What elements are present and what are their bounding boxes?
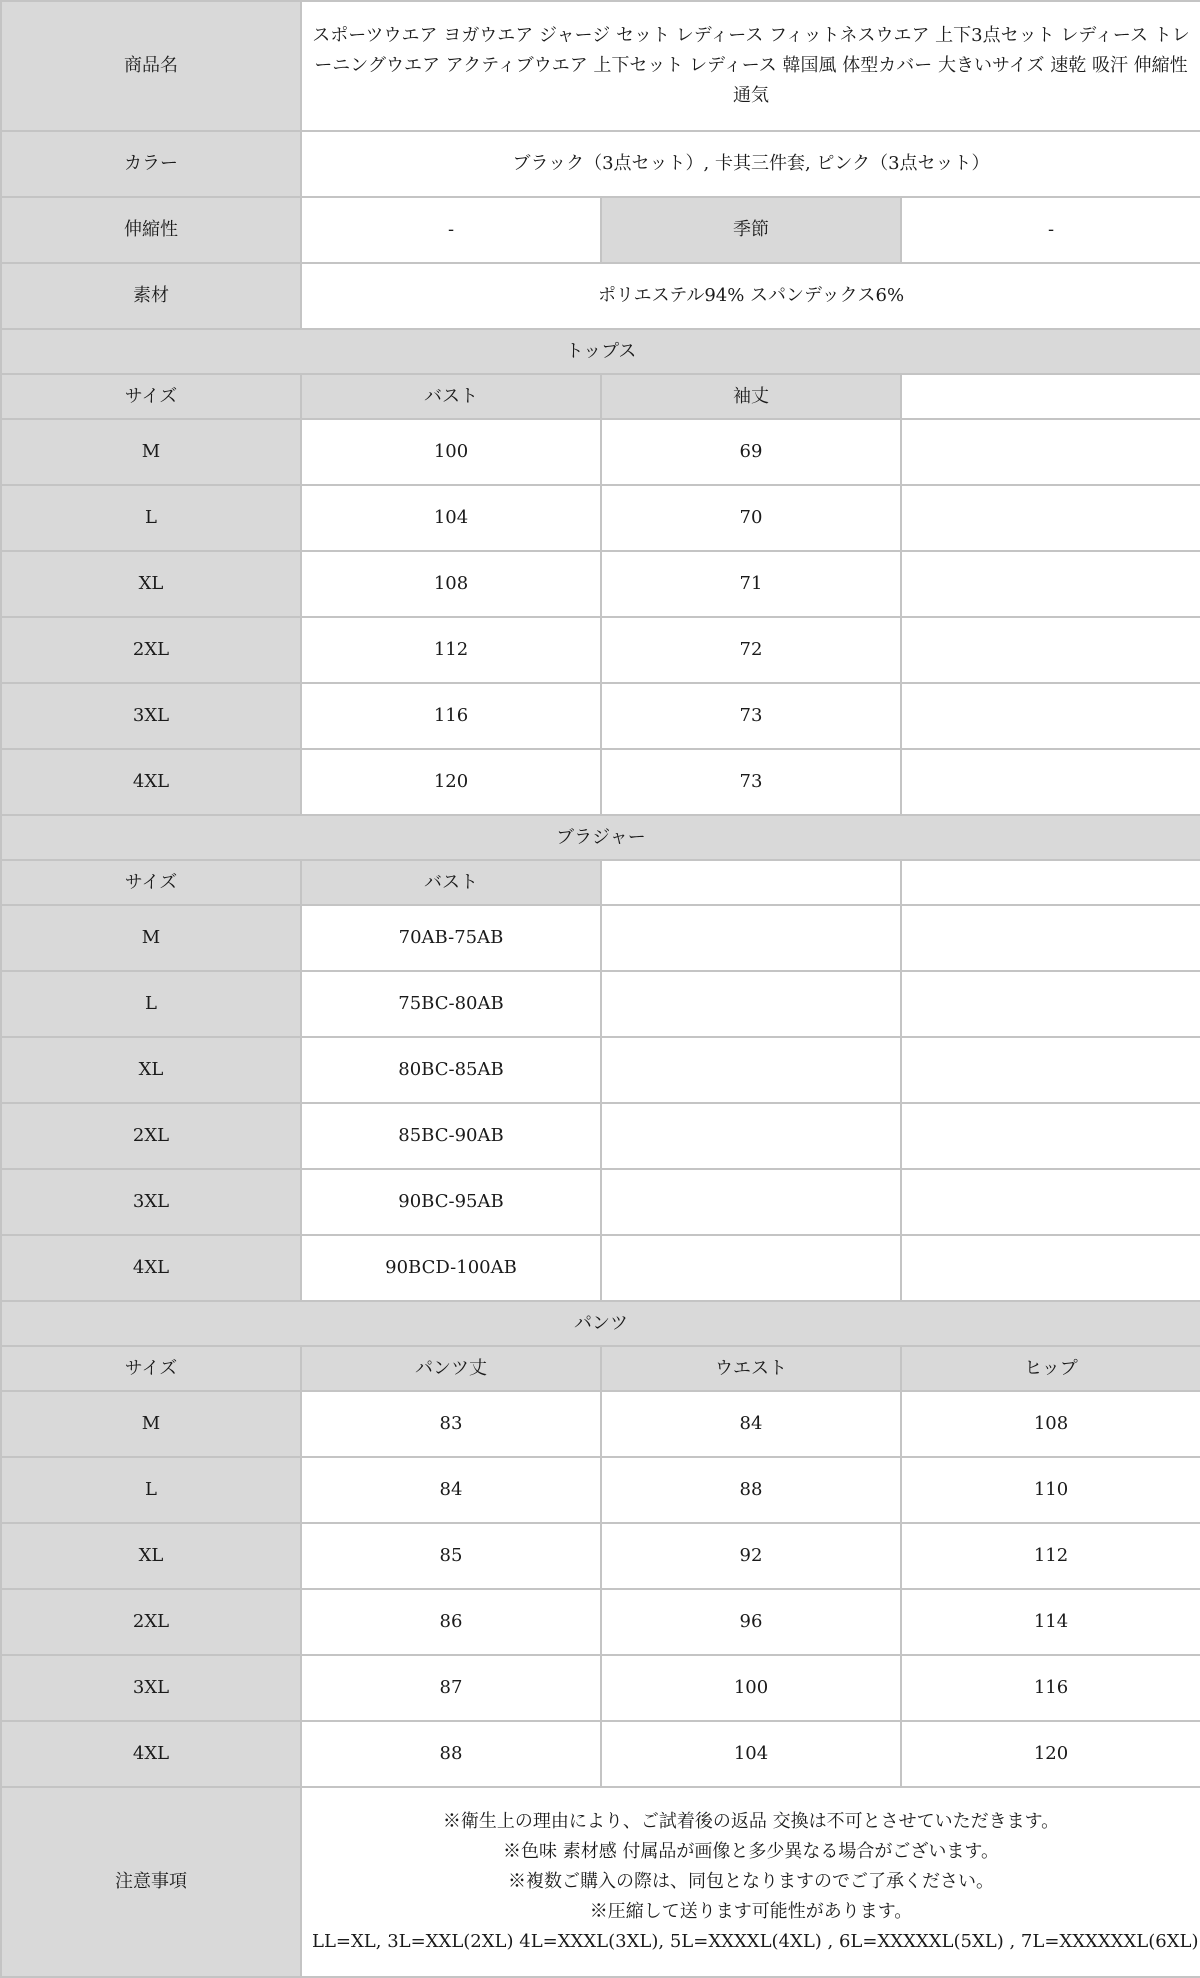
- pants-row: [1, 1457, 1200, 1523]
- tops-bust-cell: 104: [301, 485, 601, 551]
- tops-bust-cell: 108: [301, 551, 601, 617]
- pants-row: [1, 1655, 1200, 1721]
- color-row: [1, 131, 1200, 197]
- tops-section-header: [1, 329, 1200, 374]
- tops-bust-cell: 116: [301, 683, 601, 749]
- pants-waist-cell: 104: [601, 1721, 901, 1787]
- tops-header-sleeve: 袖丈: [601, 374, 901, 419]
- bra-empty-cell: [601, 1103, 901, 1169]
- pants-hip-cell: 120: [901, 1721, 1200, 1787]
- bra-bust-cell: 90BC-95AB: [301, 1169, 601, 1235]
- bra-empty-cell: [901, 1235, 1200, 1301]
- bra-row: [1, 971, 1200, 1037]
- material-label: 素材: [1, 263, 301, 329]
- bra-row: [1, 905, 1200, 971]
- pants-length-cell: 85: [301, 1523, 601, 1589]
- pants-length-cell: 87: [301, 1655, 601, 1721]
- tops-bust-cell: 100: [301, 419, 601, 485]
- pants-size-cell: L: [1, 1457, 301, 1523]
- tops-empty-cell: [901, 683, 1200, 749]
- tops-row: [1, 551, 1200, 617]
- tops-header-bust: バスト: [301, 374, 601, 419]
- tops-sleeve-cell: 72: [601, 617, 901, 683]
- notes-line: ※圧縮して送ります可能性があります。: [589, 1901, 913, 1922]
- pants-header-hip: ヒップ: [901, 1346, 1200, 1391]
- pants-length-cell: 83: [301, 1391, 601, 1457]
- bra-header-size: サイズ: [1, 860, 301, 905]
- pants-header-row: [1, 1346, 1200, 1391]
- bra-header-bust: バスト: [301, 860, 601, 905]
- product-name-row: [1, 1, 1200, 131]
- bra-empty-cell: [901, 1169, 1200, 1235]
- tops-sleeve-cell: 69: [601, 419, 901, 485]
- bra-size-cell: 2XL: [1, 1103, 301, 1169]
- bra-size-cell: M: [1, 905, 301, 971]
- pants-length-cell: 86: [301, 1589, 601, 1655]
- notes-label: 注意事項: [1, 1787, 301, 1977]
- bra-bust-cell: 70AB-75AB: [301, 905, 601, 971]
- tops-row: [1, 419, 1200, 485]
- tops-size-cell: 2XL: [1, 617, 301, 683]
- bra-bust-cell: 90BCD-100AB: [301, 1235, 601, 1301]
- bra-size-cell: 3XL: [1, 1169, 301, 1235]
- tops-header-empty: [901, 374, 1200, 419]
- pants-waist-cell: 88: [601, 1457, 901, 1523]
- stretch-value: -: [301, 197, 601, 263]
- tops-size-cell: XL: [1, 551, 301, 617]
- bra-bust-cell: 75BC-80AB: [301, 971, 601, 1037]
- tops-header-row: [1, 374, 1200, 419]
- pants-size-cell: 3XL: [1, 1655, 301, 1721]
- bra-header-empty: [601, 860, 901, 905]
- color-value: ブラック（3点セット）, 卡其三件套, ピンク（3点セット）: [301, 131, 1200, 197]
- pants-header-length: パンツ丈: [301, 1346, 601, 1391]
- season-value: -: [901, 197, 1200, 263]
- notes-line: ※複数ご購入の際は、同包となりますのでご了承ください。: [508, 1871, 994, 1892]
- tops-sleeve-cell: 73: [601, 749, 901, 815]
- notes-line: LL=XL, 3L=XXL(2XL) 4L=XXXL(3XL), 5L=XXXXL(4XL) , 6L=XXXXXL(5XL) , 7L=XXXXXXL(6XL): [312, 1931, 1199, 1952]
- notes-value: [301, 1787, 1200, 1977]
- bra-row: [1, 1169, 1200, 1235]
- bra-row: [1, 1037, 1200, 1103]
- pants-hip-cell: 112: [901, 1523, 1200, 1589]
- bra-size-cell: XL: [1, 1037, 301, 1103]
- bra-header-empty: [901, 860, 1200, 905]
- pants-header-waist: ウエスト: [601, 1346, 901, 1391]
- bra-section-title: ブラジャー: [1, 815, 1200, 860]
- bra-size-cell: L: [1, 971, 301, 1037]
- bra-empty-cell: [901, 1103, 1200, 1169]
- tops-bust-cell: 120: [301, 749, 601, 815]
- pants-waist-cell: 96: [601, 1589, 901, 1655]
- tops-empty-cell: [901, 749, 1200, 815]
- notes-line: ※色味 素材感 付属品が画像と多少異なる場合がございます。: [502, 1841, 999, 1862]
- pants-row: [1, 1391, 1200, 1457]
- tops-row: [1, 683, 1200, 749]
- pants-row: [1, 1523, 1200, 1589]
- tops-size-cell: 4XL: [1, 749, 301, 815]
- pants-size-cell: M: [1, 1391, 301, 1457]
- pants-hip-cell: 116: [901, 1655, 1200, 1721]
- tops-size-cell: M: [1, 419, 301, 485]
- notes-line: ※衛生上の理由により、ご試着後の返品 交換は不可とさせていただきます。: [442, 1811, 1060, 1832]
- pants-hip-cell: 114: [901, 1589, 1200, 1655]
- bra-empty-cell: [901, 1037, 1200, 1103]
- pants-size-cell: XL: [1, 1523, 301, 1589]
- tops-empty-cell: [901, 485, 1200, 551]
- tops-size-cell: 3XL: [1, 683, 301, 749]
- tops-empty-cell: [901, 551, 1200, 617]
- pants-waist-cell: 92: [601, 1523, 901, 1589]
- tops-empty-cell: [901, 419, 1200, 485]
- product-name-value: スポーツウエア ヨガウエア ジャージ セット レディース フィットネスウエア 上下3点セット レディース トレーニングウエア アクティブウエア 上下セット レディース 韓国風 体型カバー 大きいサイズ 速乾 吸汗 伸縮性 通気: [301, 1, 1200, 131]
- tops-row: [1, 617, 1200, 683]
- pants-row: [1, 1589, 1200, 1655]
- pants-header-size: サイズ: [1, 1346, 301, 1391]
- pants-length-cell: 84: [301, 1457, 601, 1523]
- tops-bust-cell: 112: [301, 617, 601, 683]
- tops-size-cell: L: [1, 485, 301, 551]
- bra-empty-cell: [601, 971, 901, 1037]
- tops-header-size: サイズ: [1, 374, 301, 419]
- tops-sleeve-cell: 73: [601, 683, 901, 749]
- bra-size-cell: 4XL: [1, 1235, 301, 1301]
- bra-empty-cell: [601, 1169, 901, 1235]
- pants-waist-cell: 84: [601, 1391, 901, 1457]
- season-label: 季節: [601, 197, 901, 263]
- bra-empty-cell: [901, 905, 1200, 971]
- bra-bust-cell: 80BC-85AB: [301, 1037, 601, 1103]
- pants-size-cell: 2XL: [1, 1589, 301, 1655]
- bra-header-row: [1, 860, 1200, 905]
- tops-row: [1, 749, 1200, 815]
- tops-sleeve-cell: 70: [601, 485, 901, 551]
- bra-empty-cell: [601, 1235, 901, 1301]
- bra-bust-cell: 85BC-90AB: [301, 1103, 601, 1169]
- notes-row: [1, 1787, 1200, 1977]
- material-row: [1, 263, 1200, 329]
- pants-length-cell: 88: [301, 1721, 601, 1787]
- pants-row: [1, 1721, 1200, 1787]
- color-label: カラー: [1, 131, 301, 197]
- tops-sleeve-cell: 71: [601, 551, 901, 617]
- tops-section-title: トップス: [1, 329, 1200, 374]
- pants-size-cell: 4XL: [1, 1721, 301, 1787]
- stretch-season-row: [1, 197, 1200, 263]
- pants-hip-cell: 108: [901, 1391, 1200, 1457]
- bra-empty-cell: [901, 971, 1200, 1037]
- product-name-label: 商品名: [1, 1, 301, 131]
- bra-section-header: [1, 815, 1200, 860]
- material-value: ポリエステル94% スパンデックス6%: [301, 263, 1200, 329]
- tops-row: [1, 485, 1200, 551]
- stretch-label: 伸縮性: [1, 197, 301, 263]
- pants-section-header: [1, 1301, 1200, 1346]
- bra-empty-cell: [601, 1037, 901, 1103]
- bra-row: [1, 1103, 1200, 1169]
- bra-empty-cell: [601, 905, 901, 971]
- tops-empty-cell: [901, 617, 1200, 683]
- pants-section-title: パンツ: [1, 1301, 1200, 1346]
- pants-hip-cell: 110: [901, 1457, 1200, 1523]
- pants-waist-cell: 100: [601, 1655, 901, 1721]
- bra-row: [1, 1235, 1200, 1301]
